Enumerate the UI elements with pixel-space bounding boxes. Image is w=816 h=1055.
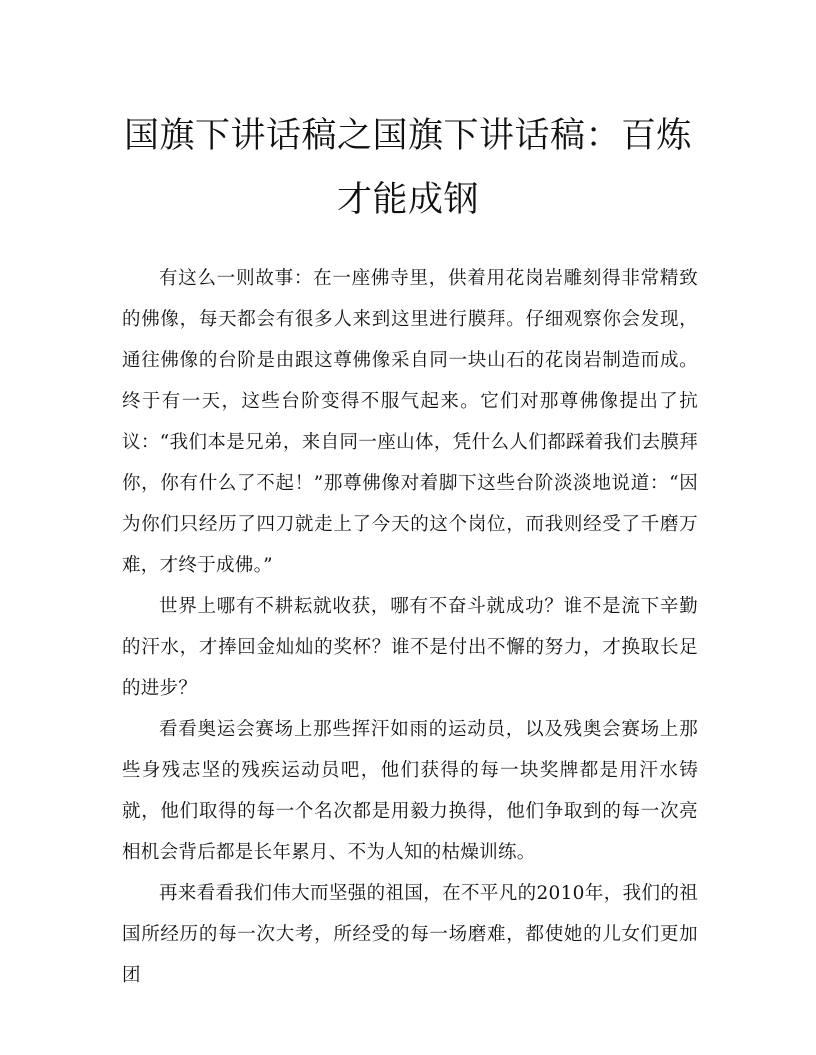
document-body <box>122 258 698 996</box>
paragraph-motherland: 再来看看我们伟大而坚强的祖国，在不平凡的2010年，我们的祖国所经历的每一次大考，所经受的每一场磨难，都使她的儿女们更加团 <box>122 883 698 986</box>
paragraph-hard-work: 世界上哪有不耕耘就收获，哪有不奋斗就成功？谁不是流下辛勤的汗水，才捧回金灿灿的奖杯？谁不是付出不懈的努力，才换取长足的进步？ <box>122 596 698 699</box>
paragraph-olympics: 看看奥运会赛场上那些挥汗如雨的运动员，以及残奥会赛场上那些身残志坚的残疾运动员吧，他们获得的每一块奖牌都是用汗水铸就，他们取得的每一个名次都是用毅力换得，他们争取到的每一次亮相机会背后都是长年累月、不为人知的枯燥训练。 <box>122 719 698 863</box>
document-title: 国旗下讲话稿之国旗下讲话稿：百炼才能成钢 <box>123 116 692 220</box>
paragraph-story: 有这么一则故事：在一座佛寺里，供着用花岗岩雕刻得非常精致的佛像，每天都会有很多人来到这里进行膜拜。仔细观察你会发现，通往佛像的台阶是由跟这尊佛像采自同一块山石的花岗岩制造而成。终于有一天，这些台阶变得不服气起来。它们对那尊佛像提出了抗议：“我们本是兄弟，来自同一座山体，凭什么人们都踩着我们去膜拜你，你有什么了不起！”那尊佛像对着脚下这些台阶淡淡地说道：“因为你们只经历了四刀就走上了今天的这个岗位，而我则经受了千磨万难，才终于成佛。” <box>122 268 698 576</box>
